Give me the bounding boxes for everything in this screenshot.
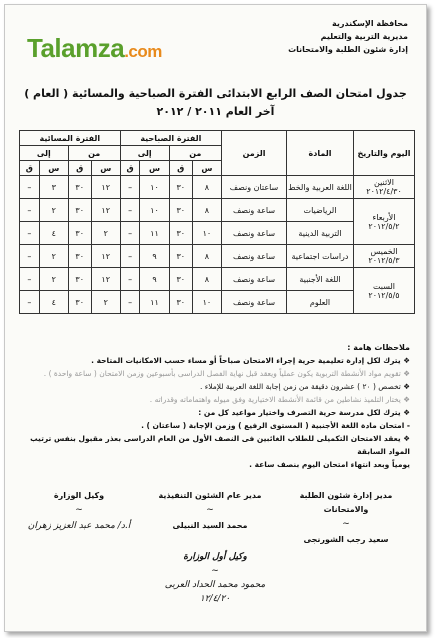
note-item: ❖ يعقد الامتحان التكميلى للطلاب الغائبين فى النصف الأول من العام الدراسى بعذر مقبول بنفس ترتيب المواد السابقة [30, 434, 410, 456]
am-to-h: ١٠ [140, 199, 169, 222]
pm-to-m: – [20, 268, 40, 291]
note-item: ❖ يترك لكل إدارة تعليمية حرية إجراء الامتحان صباحاً أو مساء حسب الامكانيات المتاحة . [91, 356, 410, 365]
signature-scribble: ~ [206, 505, 214, 515]
am-from-m: ٣٠ [169, 222, 192, 245]
pm-from: من [68, 146, 120, 161]
pm-to-h: ٣ [39, 176, 68, 199]
document-page [4, 4, 427, 632]
time-cell: ساعة ونصف [222, 291, 287, 314]
subject-cell: العلوم [287, 291, 354, 314]
signature-scribble: ~ [211, 566, 219, 576]
unit-m: ق [169, 161, 192, 176]
table-row [20, 199, 415, 222]
signature-title: وكيل الوزارة [53, 491, 105, 500]
col-subject: المادة [287, 131, 354, 176]
header-line-2: مديرية التربية والتعليم [320, 32, 408, 41]
notes-heading: ملاحظات هامة : [347, 343, 410, 352]
table-row [20, 176, 415, 199]
pm-from-h: ١٢ [91, 268, 120, 291]
am-from-h: ٨ [192, 245, 221, 268]
day-cell: الاثنين ٢٠١٢/٤/٣٠ [354, 176, 415, 199]
subject-cell: التربية الدينية [287, 222, 354, 245]
signature-title: مدير عام الشئون التنفيذية [158, 491, 262, 500]
signature-name: أ.د/ محمد عبد العزيز زهران [27, 521, 131, 531]
am-from-m: ٣٠ [169, 268, 192, 291]
header-line-1: محافظة الإسكندرية [332, 19, 408, 28]
signature-block [145, 489, 275, 533]
day-cell: الأربعاء ٢٠١٢/٥/٢ [354, 199, 415, 245]
table-header-row [20, 131, 415, 146]
pm-from-h: ١٢ [91, 176, 120, 199]
signature-scribble: ~ [75, 505, 83, 515]
header-line-3: إدارة شئون الطلبة والامتحانات [288, 45, 408, 54]
document-subtitle: آخر العام ٢٠١١ / ٢٠١٢ [156, 105, 275, 118]
signature-title: مدير إدارة شئون الطلبة والامتحانات [299, 491, 393, 514]
document-titles [5, 85, 426, 121]
am-to: إلى [120, 146, 169, 161]
note-item: ❖ تخصص ( ٢٠ ) عشرون دقيقة من زمن إجابة اللغة العربية للإملاء . [199, 382, 410, 391]
am-from-h: ٨ [192, 176, 221, 199]
am-to-m: – [120, 245, 140, 268]
signature-name: سعيد رجب الشورنجى [303, 535, 389, 544]
logo-main: Talamza [27, 33, 125, 63]
time-cell: ساعة ونصف [222, 222, 287, 245]
am-from-h: ١٠ [192, 222, 221, 245]
notes-section [8, 341, 410, 471]
pm-to-m: – [20, 199, 40, 222]
col-evening: الفترة المسائية [20, 131, 121, 146]
am-from: من [169, 146, 221, 161]
pm-to-m: – [20, 222, 40, 245]
pm-to-m: – [20, 245, 40, 268]
am-from-h: ١٠ [192, 291, 221, 314]
am-from-h: ٨ [192, 199, 221, 222]
exam-schedule-table [19, 130, 415, 314]
am-to-h: ١٠ [140, 176, 169, 199]
signature-block [145, 550, 285, 606]
subject-cell: اللغة العربية والخط [287, 176, 354, 199]
pm-from-m: ٣٠ [68, 268, 91, 291]
pm-from-h: ١٢ [91, 199, 120, 222]
col-day: اليوم والتاريخ [354, 131, 415, 176]
talamza-logo [27, 33, 162, 64]
note-item: يومياً وبعد انتهاء امتحان اليوم بنصف ساعة . [249, 460, 410, 469]
pm-from-h: ٢ [91, 222, 120, 245]
pm-from-m: ٣٠ [68, 222, 91, 245]
signature-title: وكيل أول الوزارة [183, 552, 247, 562]
day-cell: الخميس ٢٠١٢/٥/٣ [354, 245, 415, 268]
document-title: جدول امتحان الصف الرابع الابتدائى الفترة الصباحية والمسائية ( العام ) [24, 87, 407, 100]
table-row [20, 245, 415, 268]
signature-block [276, 489, 416, 547]
am-to-m: – [120, 222, 140, 245]
unit-m: ق [68, 161, 91, 176]
subject-cell: الرياضيات [287, 199, 354, 222]
am-from-h: ٨ [192, 268, 221, 291]
pm-to-h: ٤ [39, 291, 68, 314]
pm-from-m: ٣٠ [68, 291, 91, 314]
unit-h: س [192, 161, 221, 176]
time-cell: ساعة ونصف [222, 245, 287, 268]
subject-cell: اللغة الأجنبية [287, 268, 354, 291]
am-from-m: ٣٠ [169, 291, 192, 314]
signature-scribble: ~ [342, 519, 350, 529]
am-to-m: – [120, 176, 140, 199]
unit-h: س [91, 161, 120, 176]
signature-date: ١٢/٤/٢٠ [199, 594, 231, 604]
unit-h: س [140, 161, 169, 176]
am-from-m: ٣٠ [169, 176, 192, 199]
pm-to-h: ٤ [39, 222, 68, 245]
unit-m: ق [120, 161, 140, 176]
time-cell: ساعة ونصف [222, 268, 287, 291]
subject-cell: دراسات اجتماعية [287, 245, 354, 268]
document-header [248, 17, 408, 56]
am-to-h: ١١ [140, 291, 169, 314]
pm-from-m: ٣٠ [68, 245, 91, 268]
note-item: ❖ يختار التلميذ نشاطين من قائمة الأنشطة الاختيارية وفق ميوله واهتماماته وقدراته . [149, 395, 410, 404]
am-to-h: ١١ [140, 222, 169, 245]
am-to-m: – [120, 199, 140, 222]
unit-h: س [39, 161, 68, 176]
am-from-m: ٣٠ [169, 245, 192, 268]
time-cell: ساعتان ونصف [222, 176, 287, 199]
note-item: ❖ تقويم مواد الأنشطة التربوية يكون عملياً ويعقد قبل نهاية الفصل الدراسى بأسبوعين وزمن الامتحان ( ساعة واحدة ) . [43, 369, 410, 378]
pm-to-h: ٢ [39, 268, 68, 291]
logo-suffix: .com [124, 42, 162, 61]
am-to-h: ٩ [140, 268, 169, 291]
note-item: - امتحان مادة اللغة الأجنبية ( المستوى الرفيع ) وزمن الإجابة ( ساعتان ) . [141, 421, 410, 430]
pm-to-m: – [20, 291, 40, 314]
pm-to: إلى [20, 146, 69, 161]
am-to-m: – [120, 268, 140, 291]
unit-m: ق [20, 161, 40, 176]
signature-name: محمود محمد الحداد العربى [164, 580, 266, 590]
col-morning: الفترة الصباحية [120, 131, 221, 146]
signature-name: محمد السيد النبيلى [172, 521, 248, 530]
pm-to-m: – [20, 176, 40, 199]
signature-block [15, 489, 143, 533]
time-cell: ساعة ونصف [222, 199, 287, 222]
note-item: ❖ يترك لكل مدرسة حرية التصرف واختيار مواعيد كل من : [198, 408, 410, 417]
day-cell: السبت ٢٠١٢/٥/٥ [354, 268, 415, 314]
pm-from-m: ٣٠ [68, 176, 91, 199]
am-to-h: ٩ [140, 245, 169, 268]
col-time: الزمن [222, 131, 287, 176]
pm-to-h: ٢ [39, 199, 68, 222]
pm-to-h: ٢ [39, 245, 68, 268]
am-to-m: – [120, 291, 140, 314]
am-from-m: ٣٠ [169, 199, 192, 222]
pm-from-h: ١٢ [91, 245, 120, 268]
pm-from-m: ٣٠ [68, 199, 91, 222]
pm-from-h: ٢ [91, 291, 120, 314]
table-row [20, 268, 415, 291]
